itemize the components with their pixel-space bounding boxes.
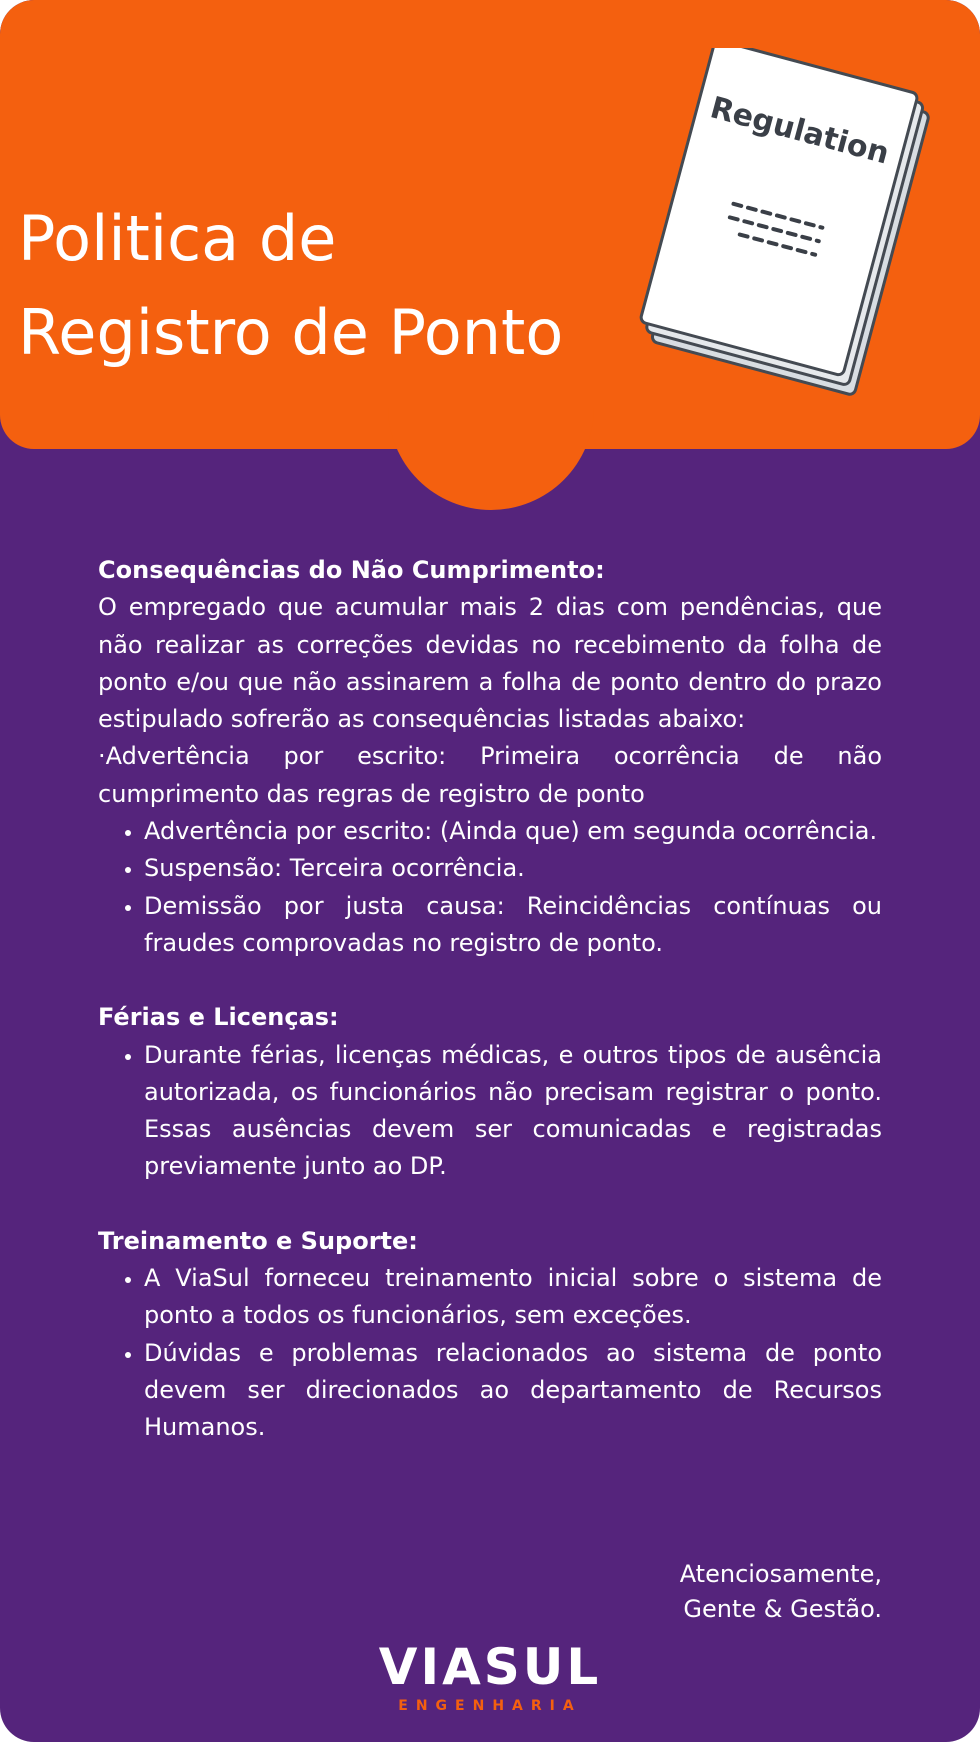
title-line-2: Registro de Ponto bbox=[18, 296, 564, 369]
logo-subtitle: ENGENHARIA bbox=[398, 1698, 582, 1714]
illustration-label: Regulation bbox=[706, 90, 893, 172]
list-item: • Suspensão: Terceira ocorrência. bbox=[144, 850, 882, 887]
signoff-line-2: Gente & Gestão. bbox=[683, 1595, 882, 1623]
consequences-first: ·Advertência por escrito: Primeira ocorrência de não cumprimento das regras de registro de ponto bbox=[98, 742, 882, 808]
logo-wordmark: VIASUL bbox=[378, 1638, 602, 1696]
spacer bbox=[98, 962, 882, 999]
policy-content bbox=[98, 552, 882, 1447]
header-bump bbox=[388, 360, 594, 510]
consequences-heading: Consequências do Não Cumprimento: bbox=[98, 556, 605, 584]
spacer bbox=[98, 1186, 882, 1223]
training-heading: Treinamento e Suporte: bbox=[98, 1226, 418, 1255]
list-item: • Advertência por escrito: (Ainda que) em segunda ocorrência. bbox=[144, 813, 882, 850]
signoff bbox=[680, 1557, 882, 1627]
consequences-list bbox=[98, 813, 882, 962]
list-item: • Dúvidas e problemas relacionados ao sistema de ponto devem ser direcionados ao departamento de Recursos Humanos. bbox=[144, 1335, 882, 1447]
list-item: • Demissão por justa causa: Reincidências contínuas ou fraudes comprovadas no registro de ponto. bbox=[144, 888, 882, 963]
viasul-logo bbox=[360, 1638, 620, 1718]
list-item: • A ViaSul forneceu treinamento inicial sobre o sistema de ponto a todos os funcionários, sem exceções. bbox=[144, 1260, 882, 1335]
page-title bbox=[18, 192, 563, 380]
consequences-intro: O empregado que acumular mais 2 dias com pendências, que não realizar as correções devidas no recebimento da folha de ponto e/ou que não assinarem a folha de ponto dentro do prazo estipulado sofrerão as consequências listadas abaixo: bbox=[98, 593, 882, 734]
training-list bbox=[98, 1260, 882, 1446]
vacations-list bbox=[98, 1037, 882, 1186]
list-item: • Durante férias, licenças médicas, e outros tipos de ausência autorizada, os funcionários não precisam registrar o ponto. Essas ausências devem ser comunicadas e registradas previamente junto ao DP. bbox=[144, 1037, 882, 1186]
signoff-line-1: Atenciosamente, bbox=[679, 1560, 882, 1588]
title-line-1: Politica de bbox=[18, 202, 337, 275]
vacations-heading: Férias e Licenças: bbox=[98, 1003, 339, 1032]
regulation-document-icon bbox=[625, 48, 945, 408]
